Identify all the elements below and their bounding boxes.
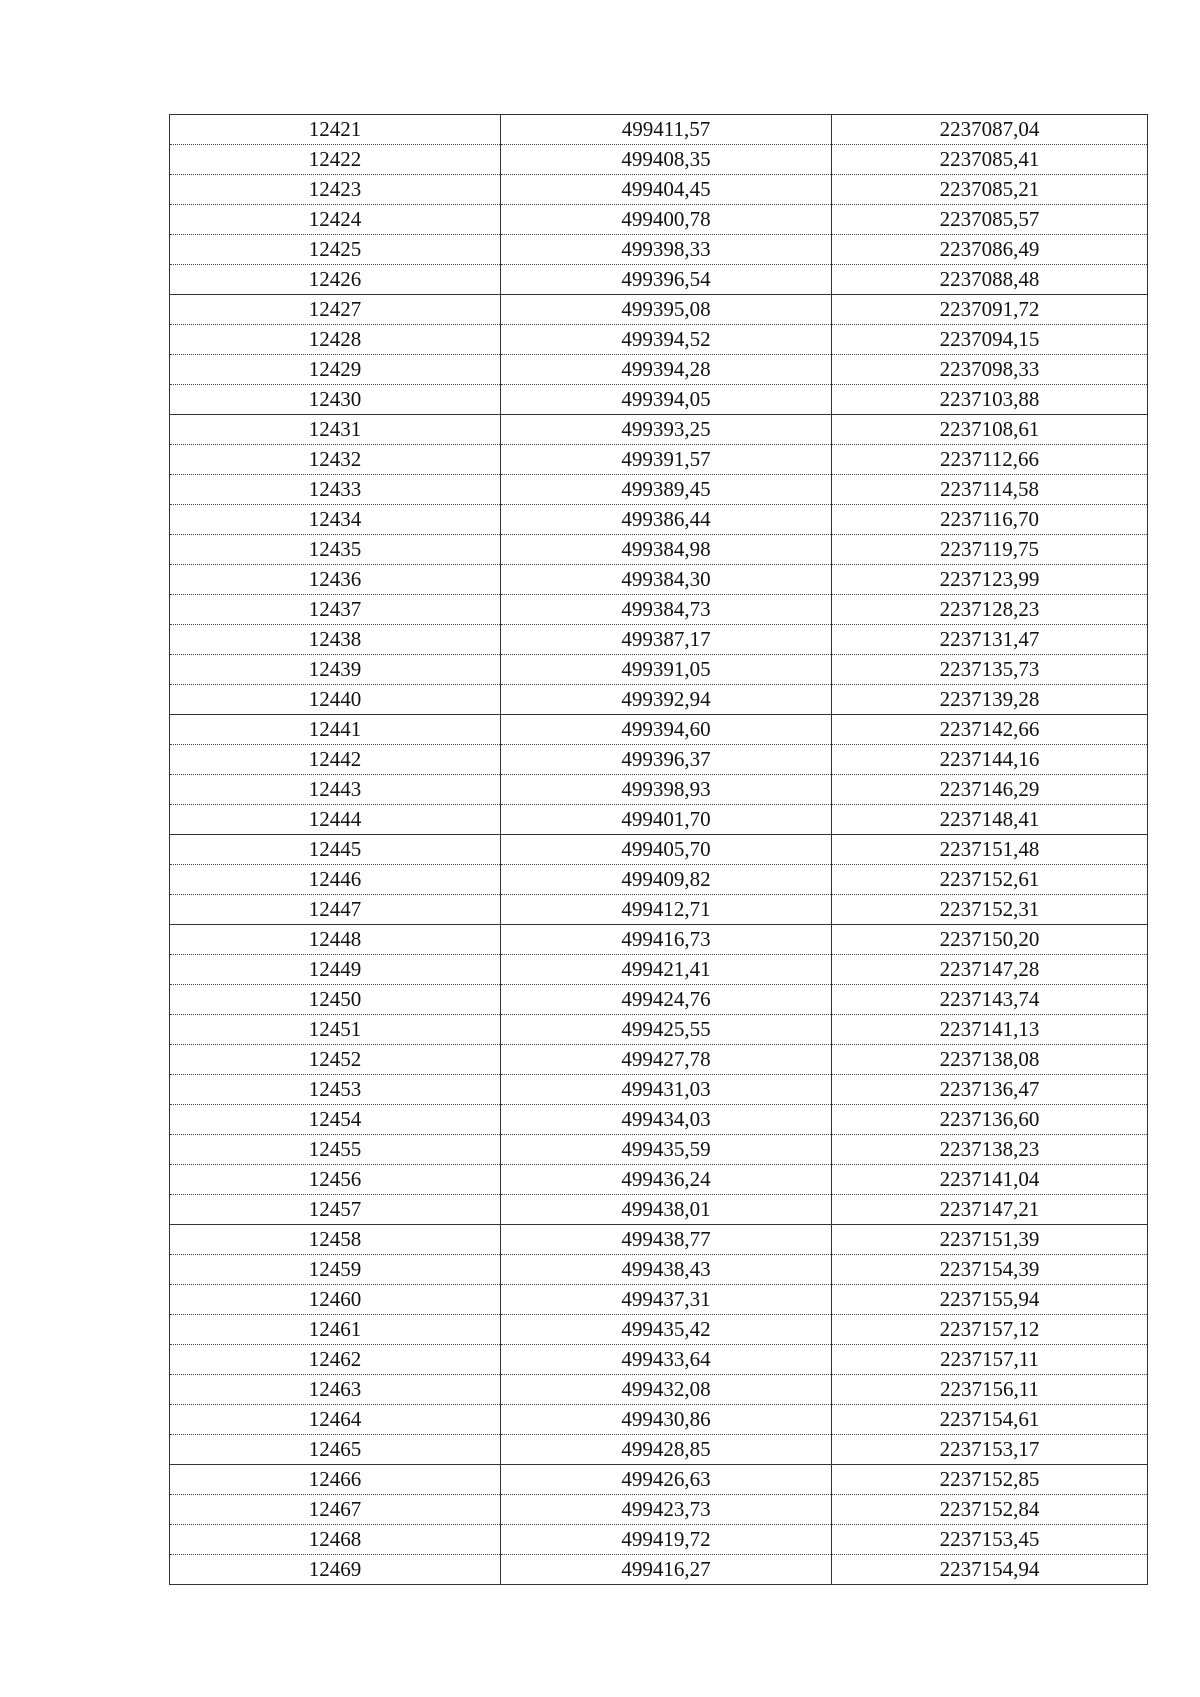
point-number-cell: 12449 bbox=[170, 955, 501, 985]
point-number-cell: 12460 bbox=[170, 1285, 501, 1315]
point-number-cell: 12458 bbox=[170, 1225, 501, 1255]
point-number-cell: 12465 bbox=[170, 1435, 501, 1465]
x-coordinate-cell: 499416,73 bbox=[501, 925, 832, 955]
x-coordinate-cell: 499432,08 bbox=[501, 1375, 832, 1405]
table-row bbox=[170, 655, 1148, 685]
table-row bbox=[170, 1135, 1148, 1165]
y-coordinate-cell: 2237119,75 bbox=[832, 535, 1148, 565]
table-row bbox=[170, 145, 1148, 175]
point-number-cell: 12463 bbox=[170, 1375, 501, 1405]
y-coordinate-cell: 2237088,48 bbox=[832, 265, 1148, 295]
table-row bbox=[170, 265, 1148, 295]
point-number-cell: 12428 bbox=[170, 325, 501, 355]
x-coordinate-cell: 499426,63 bbox=[501, 1465, 832, 1495]
y-coordinate-cell: 2237148,41 bbox=[832, 805, 1148, 835]
point-number-cell: 12444 bbox=[170, 805, 501, 835]
table-row bbox=[170, 415, 1148, 445]
table-row bbox=[170, 325, 1148, 355]
table-row bbox=[170, 955, 1148, 985]
point-number-cell: 12426 bbox=[170, 265, 501, 295]
table-row bbox=[170, 865, 1148, 895]
point-number-cell: 12464 bbox=[170, 1405, 501, 1435]
x-coordinate-cell: 499393,25 bbox=[501, 415, 832, 445]
y-coordinate-cell: 2237150,20 bbox=[832, 925, 1148, 955]
y-coordinate-cell: 2237103,88 bbox=[832, 385, 1148, 415]
x-coordinate-cell: 499389,45 bbox=[501, 475, 832, 505]
x-coordinate-cell: 499436,24 bbox=[501, 1165, 832, 1195]
y-coordinate-cell: 2237146,29 bbox=[832, 775, 1148, 805]
y-coordinate-cell: 2237151,48 bbox=[832, 835, 1148, 865]
point-number-cell: 12437 bbox=[170, 595, 501, 625]
point-number-cell: 12424 bbox=[170, 205, 501, 235]
y-coordinate-cell: 2237154,39 bbox=[832, 1255, 1148, 1285]
y-coordinate-cell: 2237144,16 bbox=[832, 745, 1148, 775]
y-coordinate-cell: 2237116,70 bbox=[832, 505, 1148, 535]
y-coordinate-cell: 2237153,17 bbox=[832, 1435, 1148, 1465]
table-row bbox=[170, 565, 1148, 595]
point-number-cell: 12461 bbox=[170, 1315, 501, 1345]
x-coordinate-cell: 499433,64 bbox=[501, 1345, 832, 1375]
point-number-cell: 12447 bbox=[170, 895, 501, 925]
point-number-cell: 12456 bbox=[170, 1165, 501, 1195]
table-row bbox=[170, 1285, 1148, 1315]
y-coordinate-cell: 2237152,85 bbox=[832, 1465, 1148, 1495]
x-coordinate-cell: 499405,70 bbox=[501, 835, 832, 865]
x-coordinate-cell: 499437,31 bbox=[501, 1285, 832, 1315]
x-coordinate-cell: 499394,28 bbox=[501, 355, 832, 385]
y-coordinate-cell: 2237157,12 bbox=[832, 1315, 1148, 1345]
y-coordinate-cell: 2237155,94 bbox=[832, 1285, 1148, 1315]
y-coordinate-cell: 2237153,45 bbox=[832, 1525, 1148, 1555]
x-coordinate-cell: 499423,73 bbox=[501, 1495, 832, 1525]
y-coordinate-cell: 2237147,21 bbox=[832, 1195, 1148, 1225]
y-coordinate-cell: 2237091,72 bbox=[832, 295, 1148, 325]
x-coordinate-cell: 499434,03 bbox=[501, 1105, 832, 1135]
table-row bbox=[170, 1525, 1148, 1555]
table-row bbox=[170, 625, 1148, 655]
y-coordinate-cell: 2237085,57 bbox=[832, 205, 1148, 235]
x-coordinate-cell: 499411,57 bbox=[501, 115, 832, 145]
table-row bbox=[170, 1255, 1148, 1285]
x-coordinate-cell: 499386,44 bbox=[501, 505, 832, 535]
point-number-cell: 12433 bbox=[170, 475, 501, 505]
y-coordinate-cell: 2237136,60 bbox=[832, 1105, 1148, 1135]
point-number-cell: 12454 bbox=[170, 1105, 501, 1135]
point-number-cell: 12446 bbox=[170, 865, 501, 895]
x-coordinate-cell: 499421,41 bbox=[501, 955, 832, 985]
table-row bbox=[170, 1495, 1148, 1525]
table-row bbox=[170, 775, 1148, 805]
y-coordinate-cell: 2237094,15 bbox=[832, 325, 1148, 355]
x-coordinate-cell: 499392,94 bbox=[501, 685, 832, 715]
point-number-cell: 12450 bbox=[170, 985, 501, 1015]
table-row bbox=[170, 115, 1148, 145]
point-number-cell: 12459 bbox=[170, 1255, 501, 1285]
y-coordinate-cell: 2237114,58 bbox=[832, 475, 1148, 505]
table-row bbox=[170, 235, 1148, 265]
x-coordinate-cell: 499384,73 bbox=[501, 595, 832, 625]
x-coordinate-cell: 499416,27 bbox=[501, 1555, 832, 1585]
table-row bbox=[170, 505, 1148, 535]
point-number-cell: 12455 bbox=[170, 1135, 501, 1165]
coordinates-table bbox=[169, 114, 1148, 1585]
x-coordinate-cell: 499425,55 bbox=[501, 1015, 832, 1045]
table-row bbox=[170, 1345, 1148, 1375]
point-number-cell: 12422 bbox=[170, 145, 501, 175]
point-number-cell: 12445 bbox=[170, 835, 501, 865]
point-number-cell: 12467 bbox=[170, 1495, 501, 1525]
x-coordinate-cell: 499387,17 bbox=[501, 625, 832, 655]
x-coordinate-cell: 499391,05 bbox=[501, 655, 832, 685]
point-number-cell: 12462 bbox=[170, 1345, 501, 1375]
table-row bbox=[170, 385, 1148, 415]
x-coordinate-cell: 499431,03 bbox=[501, 1075, 832, 1105]
y-coordinate-cell: 2237154,61 bbox=[832, 1405, 1148, 1435]
point-number-cell: 12440 bbox=[170, 685, 501, 715]
y-coordinate-cell: 2237152,61 bbox=[832, 865, 1148, 895]
y-coordinate-cell: 2237143,74 bbox=[832, 985, 1148, 1015]
y-coordinate-cell: 2237141,13 bbox=[832, 1015, 1148, 1045]
y-coordinate-cell: 2237085,21 bbox=[832, 175, 1148, 205]
point-number-cell: 12436 bbox=[170, 565, 501, 595]
x-coordinate-cell: 499398,33 bbox=[501, 235, 832, 265]
table-row bbox=[170, 1105, 1148, 1135]
point-number-cell: 12439 bbox=[170, 655, 501, 685]
point-number-cell: 12469 bbox=[170, 1555, 501, 1585]
x-coordinate-cell: 499400,78 bbox=[501, 205, 832, 235]
point-number-cell: 12457 bbox=[170, 1195, 501, 1225]
y-coordinate-cell: 2237112,66 bbox=[832, 445, 1148, 475]
x-coordinate-cell: 499438,43 bbox=[501, 1255, 832, 1285]
y-coordinate-cell: 2237136,47 bbox=[832, 1075, 1148, 1105]
y-coordinate-cell: 2237147,28 bbox=[832, 955, 1148, 985]
y-coordinate-cell: 2237139,28 bbox=[832, 685, 1148, 715]
point-number-cell: 12427 bbox=[170, 295, 501, 325]
y-coordinate-cell: 2237152,31 bbox=[832, 895, 1148, 925]
point-number-cell: 12448 bbox=[170, 925, 501, 955]
point-number-cell: 12425 bbox=[170, 235, 501, 265]
point-number-cell: 12431 bbox=[170, 415, 501, 445]
table-row bbox=[170, 535, 1148, 565]
table-row bbox=[170, 175, 1148, 205]
x-coordinate-cell: 499391,57 bbox=[501, 445, 832, 475]
point-number-cell: 12451 bbox=[170, 1015, 501, 1045]
table-row bbox=[170, 355, 1148, 385]
table-row bbox=[170, 1075, 1148, 1105]
table-row bbox=[170, 1045, 1148, 1075]
x-coordinate-cell: 499396,54 bbox=[501, 265, 832, 295]
table-row bbox=[170, 835, 1148, 865]
point-number-cell: 12453 bbox=[170, 1075, 501, 1105]
table-row bbox=[170, 445, 1148, 475]
y-coordinate-cell: 2237108,61 bbox=[832, 415, 1148, 445]
y-coordinate-cell: 2237142,66 bbox=[832, 715, 1148, 745]
x-coordinate-cell: 499404,45 bbox=[501, 175, 832, 205]
point-number-cell: 12430 bbox=[170, 385, 501, 415]
x-coordinate-cell: 499435,42 bbox=[501, 1315, 832, 1345]
point-number-cell: 12438 bbox=[170, 625, 501, 655]
point-number-cell: 12429 bbox=[170, 355, 501, 385]
y-coordinate-cell: 2237131,47 bbox=[832, 625, 1148, 655]
point-number-cell: 12441 bbox=[170, 715, 501, 745]
y-coordinate-cell: 2237087,04 bbox=[832, 115, 1148, 145]
y-coordinate-cell: 2237154,94 bbox=[832, 1555, 1148, 1585]
x-coordinate-cell: 499396,37 bbox=[501, 745, 832, 775]
y-coordinate-cell: 2237141,04 bbox=[832, 1165, 1148, 1195]
x-coordinate-cell: 499438,77 bbox=[501, 1225, 832, 1255]
x-coordinate-cell: 499394,05 bbox=[501, 385, 832, 415]
x-coordinate-cell: 499435,59 bbox=[501, 1135, 832, 1165]
y-coordinate-cell: 2237152,84 bbox=[832, 1495, 1148, 1525]
coordinates-table-body bbox=[170, 115, 1148, 1585]
point-number-cell: 12442 bbox=[170, 745, 501, 775]
table-row bbox=[170, 1315, 1148, 1345]
y-coordinate-cell: 2237128,23 bbox=[832, 595, 1148, 625]
point-number-cell: 12435 bbox=[170, 535, 501, 565]
x-coordinate-cell: 499401,70 bbox=[501, 805, 832, 835]
x-coordinate-cell: 499394,60 bbox=[501, 715, 832, 745]
x-coordinate-cell: 499394,52 bbox=[501, 325, 832, 355]
x-coordinate-cell: 499427,78 bbox=[501, 1045, 832, 1075]
point-number-cell: 12466 bbox=[170, 1465, 501, 1495]
point-number-cell: 12421 bbox=[170, 115, 501, 145]
point-number-cell: 12434 bbox=[170, 505, 501, 535]
table-row bbox=[170, 1015, 1148, 1045]
y-coordinate-cell: 2237098,33 bbox=[832, 355, 1148, 385]
x-coordinate-cell: 499384,30 bbox=[501, 565, 832, 595]
x-coordinate-cell: 499419,72 bbox=[501, 1525, 832, 1555]
x-coordinate-cell: 499395,08 bbox=[501, 295, 832, 325]
y-coordinate-cell: 2237157,11 bbox=[832, 1345, 1148, 1375]
point-number-cell: 12432 bbox=[170, 445, 501, 475]
table-row bbox=[170, 895, 1148, 925]
table-row bbox=[170, 475, 1148, 505]
x-coordinate-cell: 499438,01 bbox=[501, 1195, 832, 1225]
y-coordinate-cell: 2237086,49 bbox=[832, 235, 1148, 265]
table-row bbox=[170, 745, 1148, 775]
x-coordinate-cell: 499412,71 bbox=[501, 895, 832, 925]
table-row bbox=[170, 1225, 1148, 1255]
y-coordinate-cell: 2237151,39 bbox=[832, 1225, 1148, 1255]
table-row bbox=[170, 1465, 1148, 1495]
x-coordinate-cell: 499430,86 bbox=[501, 1405, 832, 1435]
table-row bbox=[170, 1405, 1148, 1435]
x-coordinate-cell: 499428,85 bbox=[501, 1435, 832, 1465]
table-row bbox=[170, 715, 1148, 745]
point-number-cell: 12452 bbox=[170, 1045, 501, 1075]
y-coordinate-cell: 2237123,99 bbox=[832, 565, 1148, 595]
y-coordinate-cell: 2237085,41 bbox=[832, 145, 1148, 175]
point-number-cell: 12468 bbox=[170, 1525, 501, 1555]
table-row bbox=[170, 1165, 1148, 1195]
x-coordinate-cell: 499409,82 bbox=[501, 865, 832, 895]
y-coordinate-cell: 2237138,08 bbox=[832, 1045, 1148, 1075]
table-row bbox=[170, 205, 1148, 235]
table-row bbox=[170, 1195, 1148, 1225]
table-row bbox=[170, 685, 1148, 715]
table-row bbox=[170, 1555, 1148, 1585]
table-row bbox=[170, 1375, 1148, 1405]
table-row bbox=[170, 925, 1148, 955]
x-coordinate-cell: 499408,35 bbox=[501, 145, 832, 175]
table-row bbox=[170, 985, 1148, 1015]
x-coordinate-cell: 499384,98 bbox=[501, 535, 832, 565]
table-row bbox=[170, 295, 1148, 325]
table-row bbox=[170, 1435, 1148, 1465]
table-row bbox=[170, 805, 1148, 835]
table-row bbox=[170, 595, 1148, 625]
y-coordinate-cell: 2237135,73 bbox=[832, 655, 1148, 685]
x-coordinate-cell: 499424,76 bbox=[501, 985, 832, 1015]
point-number-cell: 12423 bbox=[170, 175, 501, 205]
y-coordinate-cell: 2237156,11 bbox=[832, 1375, 1148, 1405]
x-coordinate-cell: 499398,93 bbox=[501, 775, 832, 805]
point-number-cell: 12443 bbox=[170, 775, 501, 805]
y-coordinate-cell: 2237138,23 bbox=[832, 1135, 1148, 1165]
